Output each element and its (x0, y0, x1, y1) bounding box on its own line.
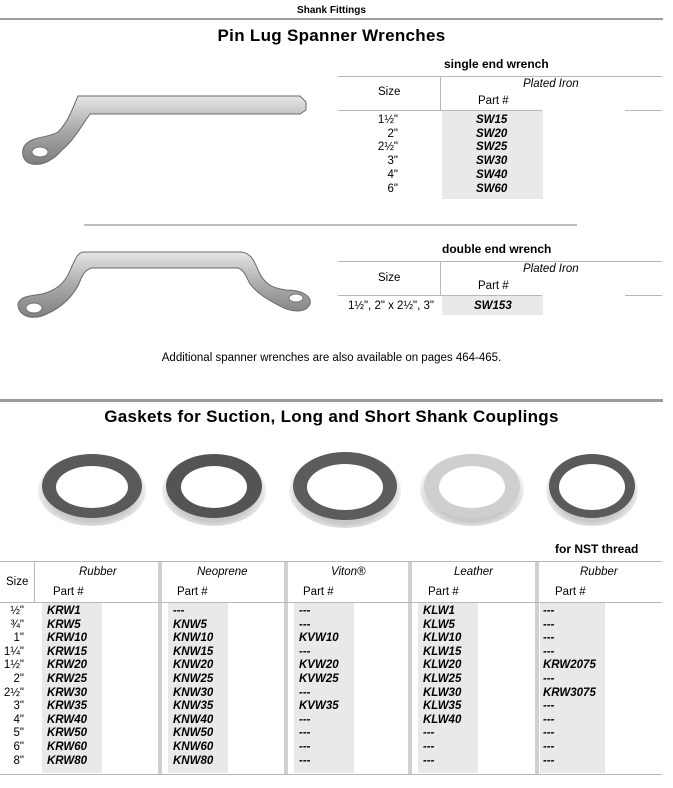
part-cell: KRW30 (47, 686, 88, 699)
gasket-material-header: Rubber (580, 566, 618, 578)
column-separator (535, 562, 539, 774)
size-cell: 2" (13, 672, 24, 685)
leather-part-list (423, 605, 461, 768)
size-cell: 5" (13, 727, 24, 740)
col-divider (34, 562, 35, 602)
gasket-part-header: Part # (53, 586, 84, 598)
size-cell: 2½" (377, 141, 398, 154)
part-cell: --- (299, 618, 311, 631)
part-cell: SW25 (476, 141, 508, 154)
part-cell: --- (543, 618, 555, 631)
part-cell: KRW3075 (543, 686, 596, 699)
part-cell: KRW2075 (543, 659, 596, 672)
double-subtitle: double end wrench (442, 242, 552, 256)
size-cell: 4" (387, 168, 398, 181)
single-material: Plated Iron (523, 78, 579, 90)
size-cell: 6" (13, 740, 24, 753)
part-cell: KRW80 (47, 754, 88, 767)
double-part-header: Part # (478, 280, 509, 292)
part-cell: KNW80 (173, 754, 214, 767)
viton-gasket-icon (289, 452, 401, 528)
part-cell: --- (423, 754, 435, 767)
part-cell: KNW30 (173, 686, 214, 699)
part-cell: KRW60 (47, 740, 88, 753)
wrench-separator (84, 224, 577, 226)
part-cell: KLW30 (423, 686, 462, 699)
part-cell: KLW25 (423, 672, 462, 685)
column-separator (158, 562, 162, 774)
part-cell: --- (543, 713, 555, 726)
part-cell: --- (173, 605, 185, 617)
size-cell: 4" (13, 713, 24, 726)
part-cell: KLW5 (423, 618, 455, 631)
nst-rubber-gasket-icon (546, 454, 638, 526)
gaskets-title: Gaskets for Suction, Long and Short Shank Couplings (104, 407, 559, 426)
part-cell: KLW20 (423, 659, 462, 672)
gasket-images (0, 440, 663, 530)
part-cell: KRW40 (47, 713, 88, 726)
part-cell: KNW50 (173, 727, 214, 740)
part-cell: KNW20 (173, 659, 214, 672)
single-size-list (340, 114, 398, 196)
part-cell: KNW5 (173, 618, 207, 631)
part-cell: KNW40 (173, 713, 214, 726)
single-header-rule-right (625, 110, 662, 111)
gasket-part-header: Part # (555, 586, 586, 598)
part-cell: --- (543, 754, 555, 767)
part-cell: --- (543, 700, 555, 713)
part-cell: KVW25 (299, 672, 339, 685)
part-cell: KLW15 (423, 645, 462, 658)
spanner-title: Pin Lug Spanner Wrenches (217, 26, 446, 45)
size-cell: ¾" (10, 618, 24, 631)
size-cell: 1½" (3, 659, 24, 672)
double-end-wrench-image (14, 246, 320, 326)
part-cell: SW30 (476, 155, 508, 168)
spanner-note: Additional spanner wrenches are also available on pages 464-465. (161, 352, 502, 364)
double-size-header: Size (378, 272, 401, 284)
double-divider (440, 261, 441, 295)
gasket-material-header: Rubber (79, 566, 117, 578)
single-end-wrench-image (18, 88, 310, 174)
gasket-material-header: Neoprene (197, 566, 248, 578)
part-cell: KNW60 (173, 740, 214, 753)
size-cell: 2½" (3, 686, 24, 699)
gasket-material-header: Leather (454, 566, 494, 578)
part-cell: --- (299, 645, 311, 658)
part-cell: --- (299, 605, 311, 617)
part-cell: SW40 (476, 168, 508, 181)
neoprene-part-list (173, 605, 213, 768)
rubber-part-list (47, 605, 87, 768)
part-cell: --- (423, 727, 435, 740)
single-part-header: Part # (478, 95, 509, 107)
size-cell: 1½", 2" x 2½", 3" (347, 300, 434, 312)
part-cell: --- (543, 632, 555, 645)
single-divider (440, 76, 441, 110)
part-cell: SW20 (476, 127, 508, 140)
part-cell: SW153 (474, 300, 512, 312)
part-cell: KNW25 (173, 672, 214, 685)
part-cell: --- (543, 727, 555, 740)
size-cell: ½" (10, 605, 24, 617)
viton-part-list (299, 605, 339, 768)
size-cell: 1¼" (3, 645, 24, 658)
part-cell: --- (543, 605, 555, 617)
part-cell: KRW20 (47, 659, 88, 672)
gasket-top-rule (0, 561, 662, 562)
gasket-part-header: Part # (303, 586, 334, 598)
column-separator (408, 562, 412, 774)
part-cell: --- (423, 740, 435, 753)
size-cell: 8" (13, 754, 24, 767)
gasket-size-header: Size (6, 576, 29, 588)
size-cell: 1½" (377, 114, 398, 126)
gasket-part-header: Part # (428, 586, 459, 598)
part-cell: --- (299, 713, 311, 726)
part-cell: KRW5 (47, 618, 81, 631)
size-cell: 3" (387, 155, 398, 168)
part-cell: SW15 (476, 114, 508, 126)
gasket-bottom-rule (0, 774, 662, 775)
part-cell: KLW40 (423, 713, 462, 726)
part-cell: KNW15 (173, 645, 214, 658)
part-cell: KRW50 (47, 727, 88, 740)
size-cell: 6" (387, 182, 398, 195)
leather-gasket-icon (420, 454, 524, 526)
nst-rubber-part-list (543, 605, 596, 768)
rubber-gasket-icon (38, 454, 146, 526)
gasket-material-header: Viton® (331, 566, 366, 578)
part-cell: KRW35 (47, 700, 88, 713)
size-cell: 1" (13, 632, 24, 645)
part-cell: KLW1 (423, 605, 455, 617)
header-rule (0, 18, 663, 20)
neoprene-gasket-icon (162, 454, 266, 526)
part-cell: KRW10 (47, 632, 88, 645)
gasket-part-header: Part # (177, 586, 208, 598)
double-header-rule-right (625, 295, 662, 296)
double-top-rule (338, 261, 662, 262)
part-cell: KVW10 (299, 632, 339, 645)
double-material: Plated Iron (523, 263, 579, 275)
section-header: Shank Fittings (297, 5, 366, 16)
part-cell: --- (299, 727, 311, 740)
single-size-header: Size (378, 86, 401, 98)
single-subtitle: single end wrench (444, 57, 549, 71)
column-separator (284, 562, 288, 774)
part-cell: KNW10 (173, 632, 214, 645)
part-cell: --- (299, 754, 311, 767)
part-cell: KRW25 (47, 672, 88, 685)
part-cell: SW60 (476, 182, 508, 195)
part-cell: --- (543, 645, 555, 658)
part-cell: --- (299, 740, 311, 753)
part-cell: KVW35 (299, 700, 339, 713)
part-cell: --- (543, 672, 555, 685)
size-cell: 2" (387, 127, 398, 140)
part-cell: --- (543, 740, 555, 753)
size-cell: 3" (13, 700, 24, 713)
single-top-rule (338, 76, 662, 77)
gasket-size-list (0, 605, 24, 768)
part-cell: KLW10 (423, 632, 462, 645)
part-cell: KVW20 (299, 659, 339, 672)
part-cell: KRW1 (47, 605, 81, 617)
part-cell: KNW35 (173, 700, 214, 713)
part-cell: KLW35 (423, 700, 462, 713)
section-rule (0, 399, 663, 402)
part-cell: KRW15 (47, 645, 88, 658)
part-cell: --- (299, 686, 311, 699)
single-part-list (476, 114, 507, 196)
nst-label: for NST thread (555, 542, 639, 556)
